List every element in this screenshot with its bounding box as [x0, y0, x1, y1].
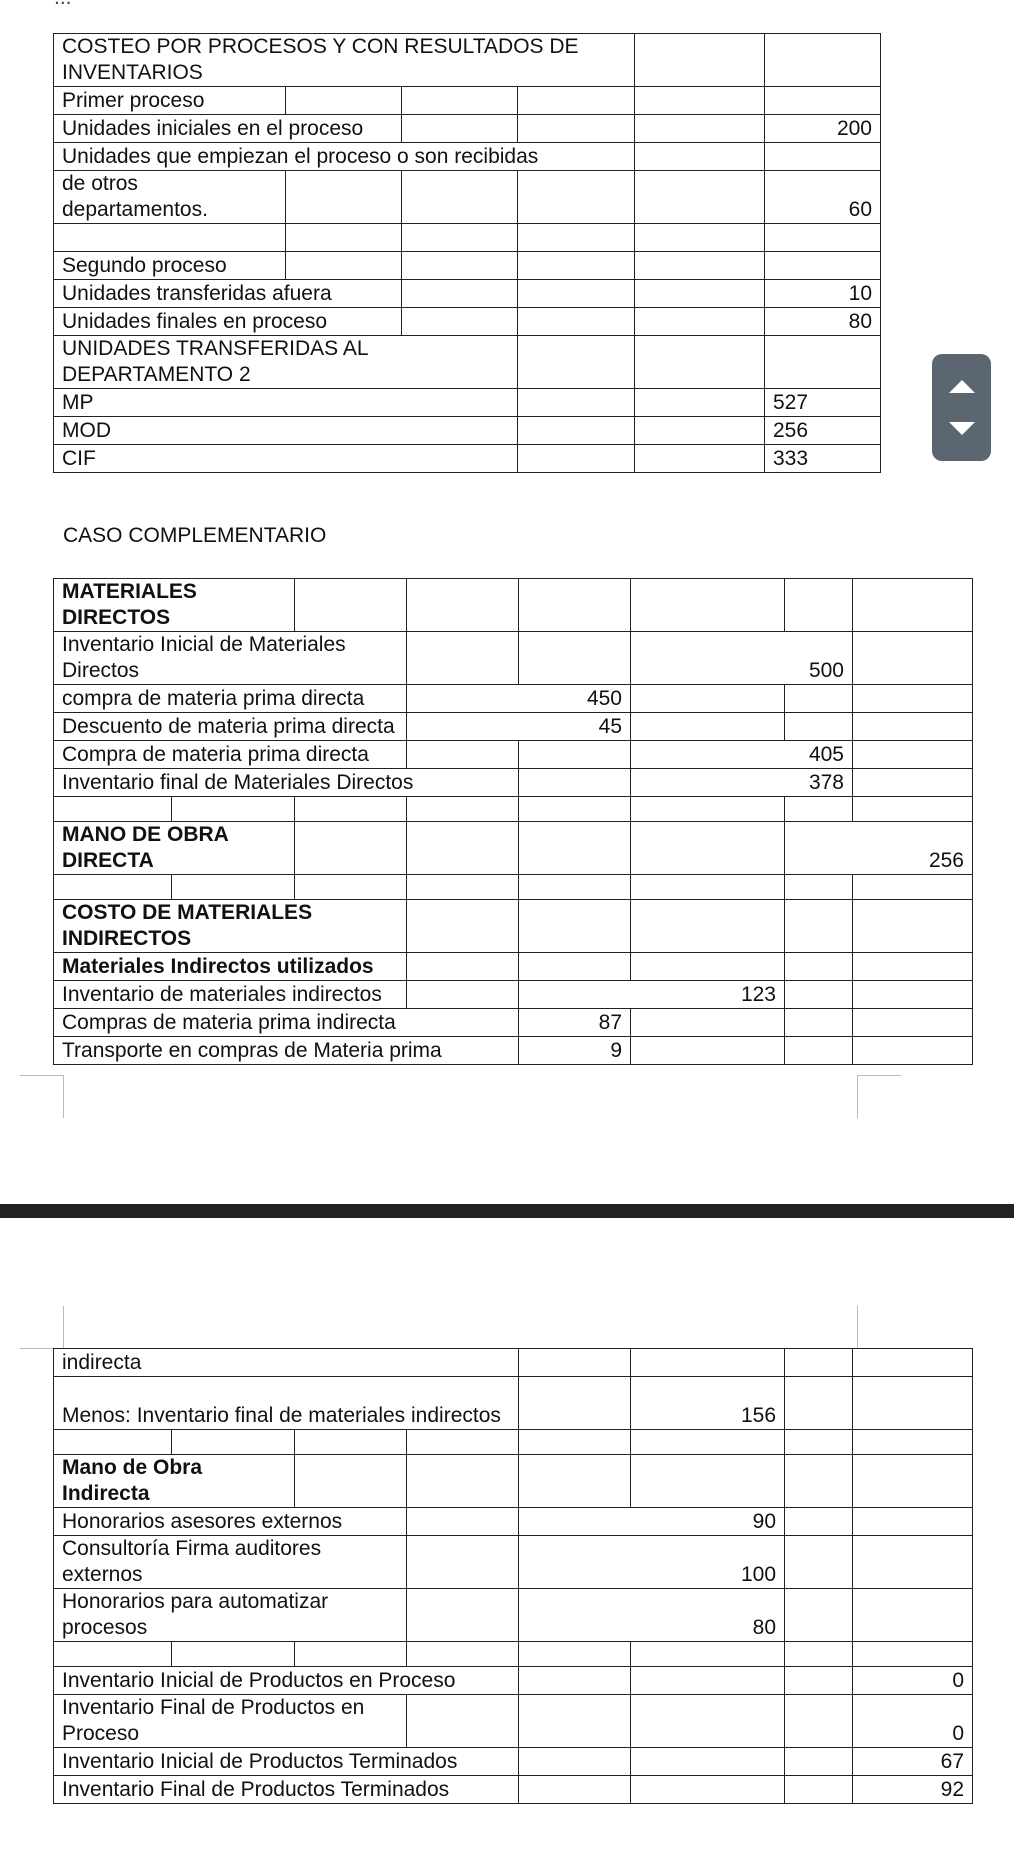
table-row — [54, 308, 881, 336]
cell-label: MP — [54, 389, 518, 417]
page-corner-mark — [20, 1075, 64, 1118]
table-row — [54, 115, 881, 143]
cell-label: Unidades que empiezan el proceso o son recibidas — [54, 143, 635, 171]
table-title: COSTEO POR PROCESOS Y CON RESULTADOS DE INVENTARIOS — [54, 34, 635, 87]
cell-label: Unidades finales en proceso — [54, 308, 402, 336]
table-row — [54, 875, 973, 900]
complementary-case-table — [53, 578, 973, 1065]
cell-value: 405 — [631, 741, 853, 769]
table-row — [54, 1642, 973, 1667]
table-row — [54, 1589, 973, 1642]
cell-label: CIF — [54, 445, 518, 473]
table-row — [54, 769, 973, 797]
cell-value: 0 — [853, 1695, 973, 1748]
table-row — [54, 445, 881, 473]
table-row — [54, 1377, 973, 1430]
table-row — [54, 1430, 973, 1455]
scroll-up-icon[interactable] — [949, 380, 975, 393]
cell-value: 0 — [853, 1667, 973, 1695]
page-scroll-control[interactable] — [932, 354, 991, 461]
cell-value: 80 — [519, 1589, 785, 1642]
cell-label: Compras de materia prima indirecta — [54, 1009, 519, 1037]
cut-off-text — [54, 0, 72, 10]
table-row — [54, 1667, 973, 1695]
section-heading: CASO COMPLEMENTARIO — [63, 524, 327, 547]
cell-value: 80 — [765, 308, 881, 336]
table-row — [54, 900, 973, 953]
cell-label: Transporte en compras de Materia prima — [54, 1037, 519, 1065]
cell-value: 87 — [519, 1009, 631, 1037]
section-label: Materiales Indirectos utilizados — [54, 953, 407, 981]
cell-value: 256 — [765, 417, 881, 445]
cell-label: Inventario Final de Productos en Proceso — [54, 1695, 407, 1748]
cell-label: MOD — [54, 417, 518, 445]
cell-label: Inventario Inicial de Materiales Directos — [54, 632, 407, 685]
cell-value: 200 — [765, 115, 881, 143]
table-row — [54, 1776, 973, 1804]
page-corner-mark — [857, 1306, 901, 1349]
table-row — [54, 713, 973, 741]
cell-label: Honorarios asesores externos — [54, 1508, 407, 1536]
table-row — [54, 224, 881, 252]
table-row — [54, 1009, 973, 1037]
page-corner-mark — [857, 1075, 901, 1118]
table-row — [54, 252, 881, 280]
cell-label: Consultoría Firma auditores externos — [54, 1536, 407, 1589]
cell-label: de otros departamentos. — [54, 171, 286, 224]
table-row — [54, 579, 973, 632]
cell-value: 67 — [853, 1748, 973, 1776]
table-row — [54, 1695, 973, 1748]
cell-label: Menos: Inventario final de materiales indirectos — [54, 1377, 519, 1430]
cell-label: Inventario final de Materiales Directos — [54, 769, 519, 797]
table-row — [54, 417, 881, 445]
cell-label: Compra de materia prima directa — [54, 741, 407, 769]
page-break-separator — [0, 1204, 1014, 1218]
table-row — [54, 280, 881, 308]
table-row — [54, 822, 973, 875]
cell-label: Inventario Final de Productos Terminados — [54, 1776, 519, 1804]
page-corner-mark — [20, 1306, 64, 1349]
cell-value: 378 — [631, 769, 853, 797]
cell-label: Inventario de materiales indirectos — [54, 981, 407, 1009]
cell-label: Honorarios para automatizar procesos — [54, 1589, 407, 1642]
table-row — [54, 1508, 973, 1536]
section-label: MANO DE OBRA DIRECTA — [54, 822, 295, 875]
cell-value: 156 — [631, 1377, 785, 1430]
indirect-costs-table — [53, 1348, 973, 1804]
cell-label: Unidades iniciales en el proceso — [54, 115, 402, 143]
table-row — [54, 741, 973, 769]
cell-value: 92 — [853, 1776, 973, 1804]
cell-label: Inventario Inicial de Productos en Proceso — [54, 1667, 519, 1695]
section-label: Mano de Obra Indirecta — [54, 1455, 295, 1508]
cell-label: Inventario Inicial de Productos Terminados — [54, 1748, 519, 1776]
cell-value: 100 — [519, 1536, 785, 1589]
cell-value: 450 — [407, 685, 631, 713]
cell-value: 333 — [765, 445, 881, 473]
cell-label: UNIDADES TRANSFERIDAS AL DEPARTAMENTO 2 — [54, 336, 518, 389]
cell-value: 45 — [407, 713, 631, 741]
table-row — [54, 632, 973, 685]
table-row — [54, 336, 881, 389]
table-row — [54, 1536, 973, 1589]
table-row — [54, 797, 973, 822]
table-row — [54, 389, 881, 417]
cell-value: 527 — [765, 389, 881, 417]
cell-value: 90 — [519, 1508, 785, 1536]
cell-label: Descuento de materia prima directa — [54, 713, 407, 741]
process-costing-table — [53, 33, 881, 473]
table-row — [54, 685, 973, 713]
table-row — [54, 143, 881, 171]
table-row — [54, 1037, 973, 1065]
table-row — [54, 981, 973, 1009]
cell-value: 123 — [519, 981, 785, 1009]
table-row — [54, 1455, 973, 1508]
cell-label: compra de materia prima directa — [54, 685, 407, 713]
cell-label: Unidades transferidas afuera — [54, 280, 402, 308]
cell-label: Primer proceso — [54, 87, 286, 115]
cell-value: 256 — [785, 822, 973, 875]
section-label: MATERIALES DIRECTOS — [54, 579, 295, 632]
table-row — [54, 171, 881, 224]
cell-label: Segundo proceso — [54, 252, 286, 280]
cell-value: 500 — [631, 632, 853, 685]
table-row — [54, 34, 881, 87]
table-row — [54, 953, 973, 981]
scroll-down-icon[interactable] — [949, 422, 975, 435]
cell-value: 9 — [519, 1037, 631, 1065]
section-label: COSTO DE MATERIALES INDIRECTOS — [54, 900, 407, 953]
cell-label: indirecta — [54, 1349, 519, 1377]
table-row — [54, 87, 881, 115]
table-row — [54, 1349, 973, 1377]
cell-value: 60 — [765, 171, 881, 224]
cell-value: 10 — [765, 280, 881, 308]
table-row — [54, 1748, 973, 1776]
